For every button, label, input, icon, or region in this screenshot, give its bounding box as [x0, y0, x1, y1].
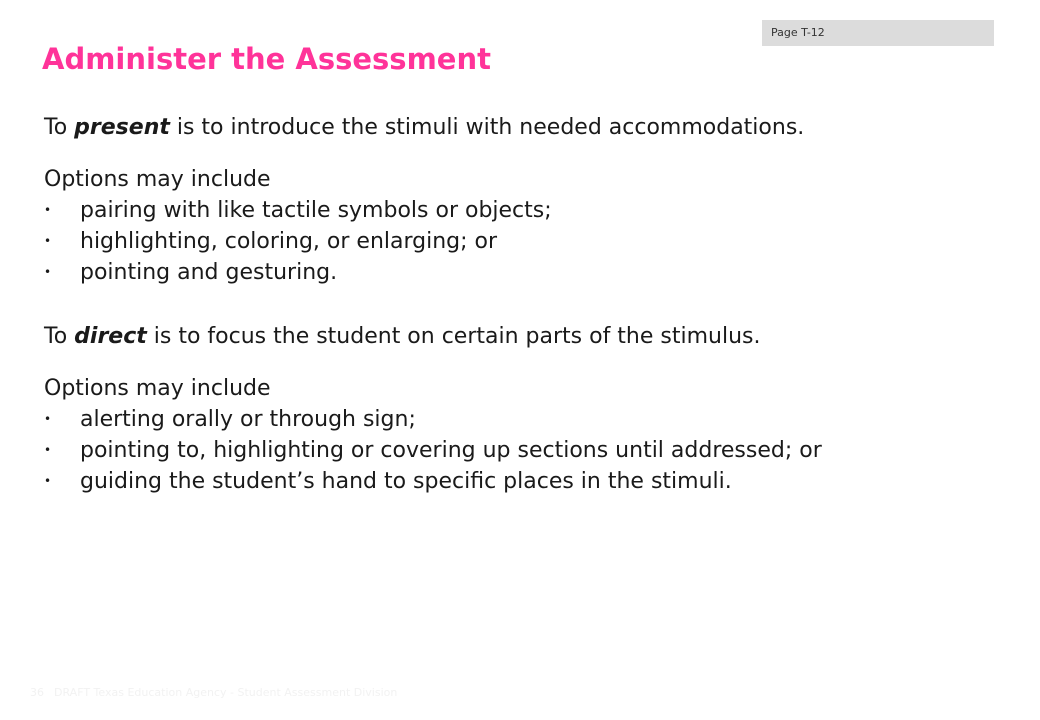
direct-definition	[44, 321, 1004, 352]
list-item	[44, 404, 1004, 435]
definition-prefix: To	[44, 115, 75, 140]
definition-prefix: To	[44, 324, 75, 349]
list-item	[44, 257, 1004, 288]
footer-text: DRAFT Texas Education Agency - Student Assessment Division	[54, 686, 398, 699]
bullet-icon: •	[44, 474, 52, 488]
list-item-text: alerting orally or through sign;	[80, 407, 416, 432]
options-intro: Options may include	[44, 376, 271, 401]
page-number-tag: Page T-12	[762, 20, 994, 46]
options-intro: Options may include	[44, 167, 271, 192]
list-item-text: pairing with like tactile symbols or objects;	[80, 198, 552, 223]
bullet-icon: •	[44, 412, 52, 426]
list-item-text: pointing to, highlighting or covering up sections until addressed; or	[80, 438, 822, 463]
bullet-icon: •	[44, 234, 52, 248]
present-definition	[44, 112, 1004, 143]
page-title: Administer the Assessment	[42, 42, 491, 76]
footer	[30, 686, 397, 699]
bullet-icon: •	[44, 443, 52, 457]
definition-text: is to introduce the stimuli with needed accommodations.	[169, 115, 805, 140]
definition-term: present	[74, 115, 170, 140]
bullet-icon: •	[44, 265, 52, 279]
bullet-icon: •	[44, 203, 52, 217]
footer-page-number: 36	[30, 686, 44, 699]
definition-text: is to focus the student on certain parts of the stimulus.	[146, 324, 761, 349]
list-item	[44, 435, 1004, 466]
list-item-text: guiding the student’s hand to specific places in the stimuli.	[80, 469, 732, 494]
list-item	[44, 195, 1004, 226]
list-item-text: pointing and gesturing.	[80, 260, 338, 285]
list-item	[44, 466, 1004, 497]
list-item-text: highlighting, coloring, or enlarging; or	[80, 229, 498, 254]
direct-section	[44, 321, 1004, 497]
present-section	[44, 112, 1004, 288]
list-item	[44, 226, 1004, 257]
options-list	[44, 195, 1004, 288]
main-content	[44, 112, 1004, 497]
definition-term: direct	[74, 324, 147, 349]
options-list	[44, 404, 1004, 497]
